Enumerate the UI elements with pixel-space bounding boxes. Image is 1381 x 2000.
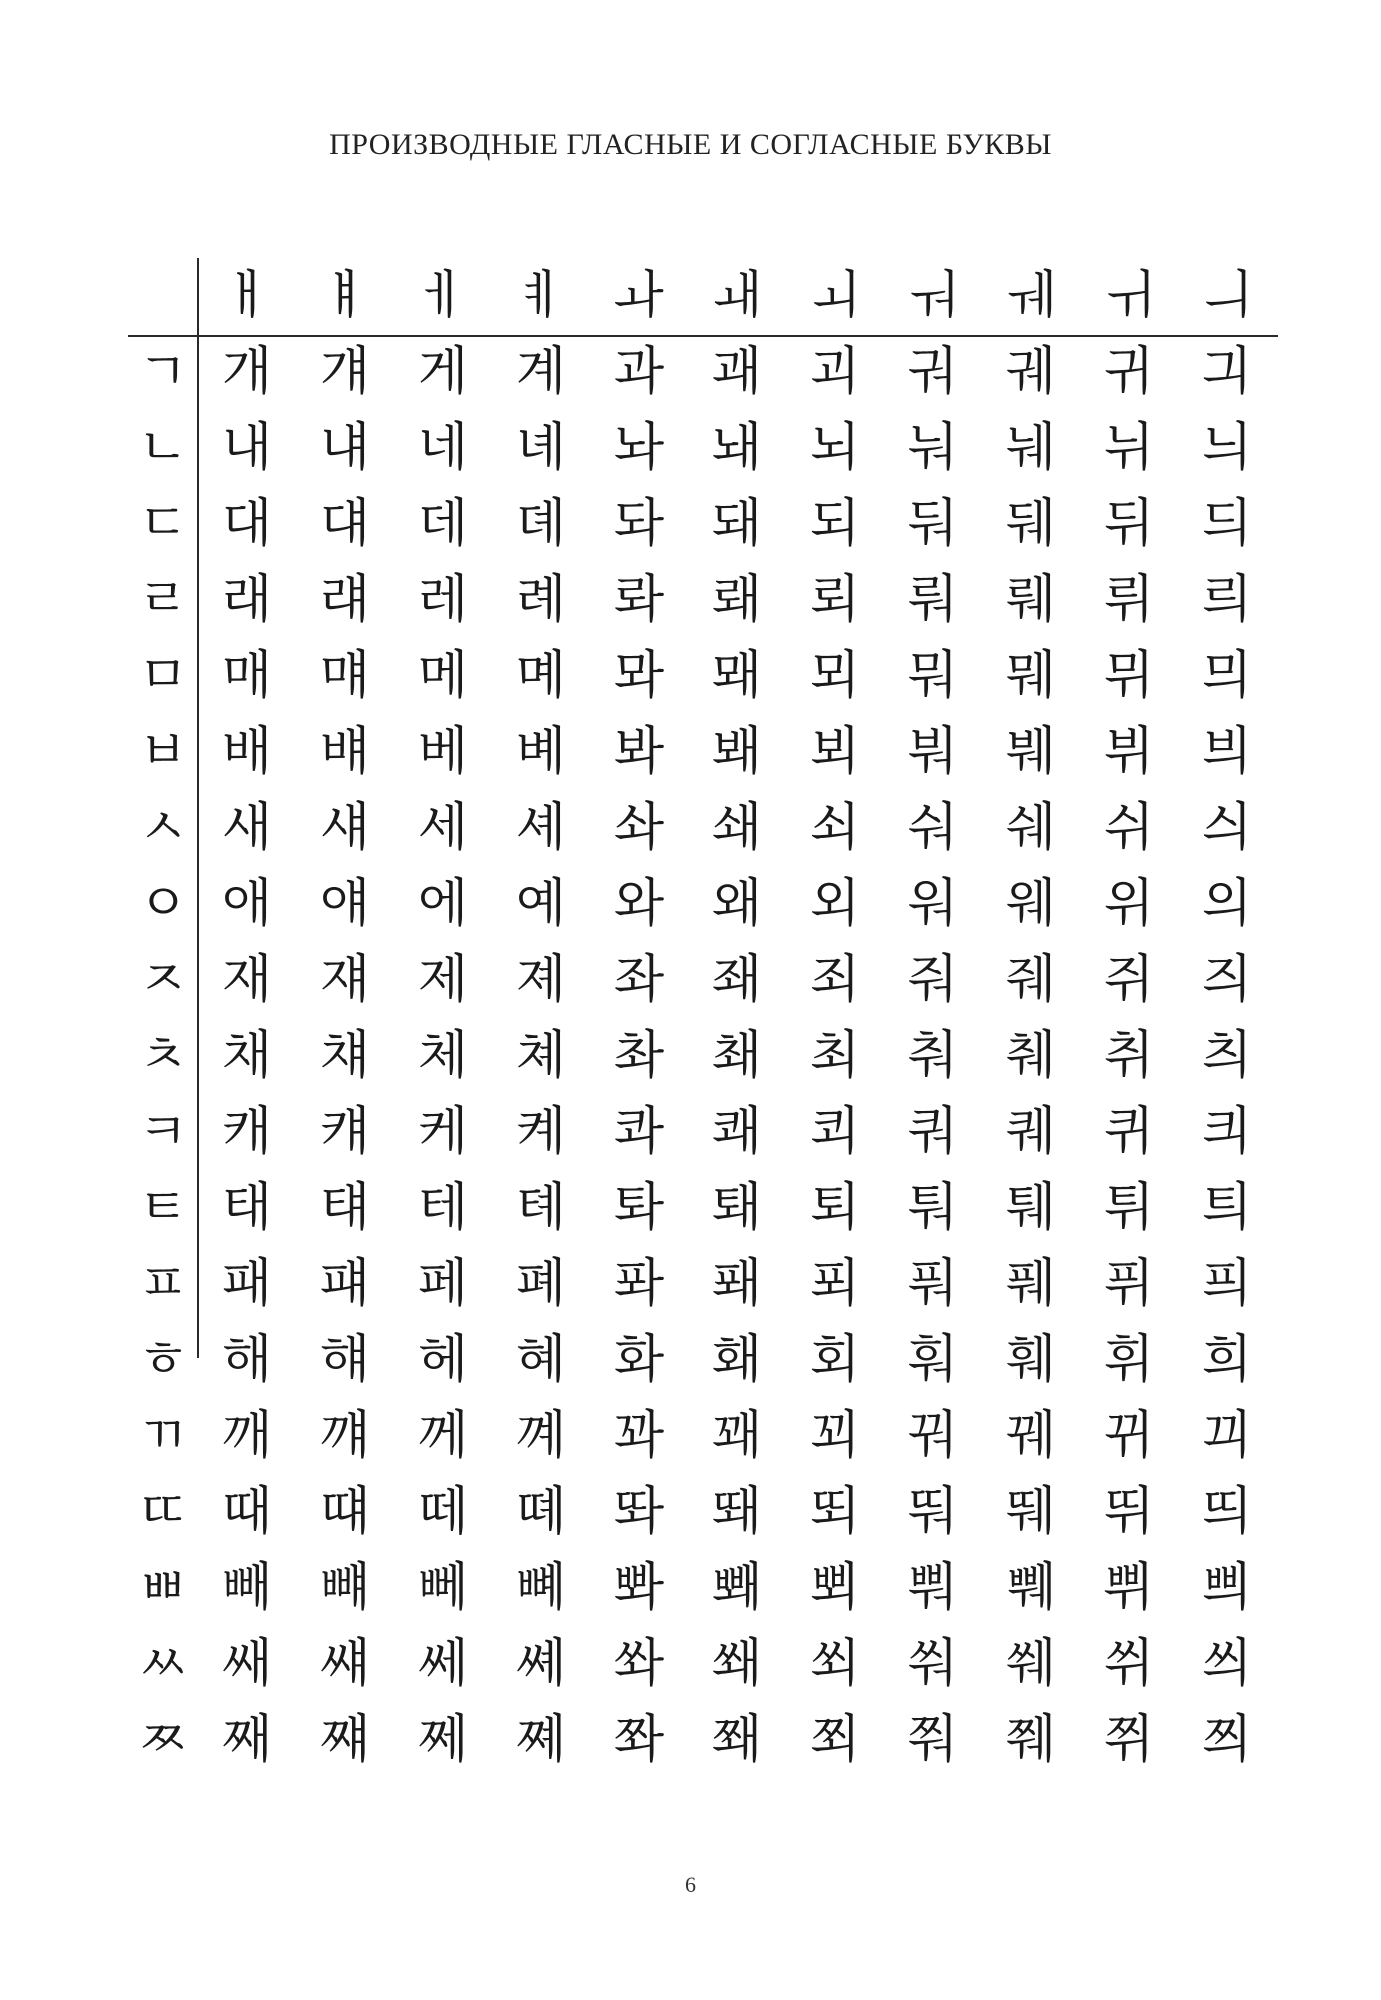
syllable-cell: 촤 — [613, 1026, 665, 1086]
syllable-cell: 에 — [417, 874, 469, 934]
syllable-cell: 눼 — [1005, 418, 1057, 478]
vowel-header: ㅞ — [1005, 266, 1057, 326]
syllable-cell: 뤼 — [1103, 570, 1155, 630]
consonant-label: ㄴ — [137, 418, 189, 478]
syllable-cell: 쐐 — [711, 1634, 763, 1694]
table-row — [128, 486, 1276, 562]
syllable-cell: 봬 — [711, 722, 763, 782]
syllable-cell: 쾨 — [809, 1102, 861, 1162]
syllable-cell: 턔 — [319, 1178, 371, 1238]
syllable-cell: 긔 — [1201, 342, 1253, 402]
syllable-cell: 쭤 — [907, 1710, 959, 1770]
table-corner — [128, 258, 198, 334]
table-row — [128, 942, 1276, 1018]
vowel-header: ㅖ — [515, 266, 567, 326]
syllable-cell: 쏴 — [613, 1634, 665, 1694]
syllable-cell: 뫠 — [711, 646, 763, 706]
syllable-cell: 쎼 — [515, 1634, 567, 1694]
table-row — [128, 1474, 1276, 1550]
syllable-cell: 댸 — [319, 494, 371, 554]
syllable-cell: 깨 — [221, 1406, 273, 1466]
syllable-cell: 븨 — [1201, 722, 1253, 782]
syllable-cell: 뚸 — [907, 1482, 959, 1542]
syllable-cell: 줘 — [907, 950, 959, 1010]
syllable-cell: 게 — [417, 342, 469, 402]
syllable-cell: 꼐 — [515, 1406, 567, 1466]
syllable-cell: 쮀 — [1005, 1710, 1057, 1770]
syllable-cell: 과 — [613, 342, 665, 402]
hangul-syllable-table — [128, 258, 1276, 1778]
syllable-cell: 페 — [417, 1254, 469, 1314]
syllable-cell: 졔 — [515, 950, 567, 1010]
consonant-label: ㅊ — [137, 1026, 189, 1086]
syllable-cell: 쒸 — [1103, 1634, 1155, 1694]
syllable-cell: 럐 — [319, 570, 371, 630]
syllable-cell: 께 — [417, 1406, 469, 1466]
syllable-cell: 쇄 — [711, 798, 763, 858]
consonant-label: ㅎ — [137, 1330, 189, 1390]
syllable-cell: 둬 — [907, 494, 959, 554]
syllable-cell: 애 — [221, 874, 273, 934]
syllable-cell: 최 — [809, 1026, 861, 1086]
syllable-cell: 테 — [417, 1178, 469, 1238]
syllable-cell: 쎄 — [417, 1634, 469, 1694]
syllable-cell: 쩨 — [417, 1710, 469, 1770]
table-row — [128, 714, 1276, 790]
syllable-cell: 떄 — [319, 1482, 371, 1542]
syllable-cell: 쐬 — [809, 1634, 861, 1694]
syllable-cell: 픠 — [1201, 1254, 1253, 1314]
syllable-cell: 뮈 — [1103, 646, 1155, 706]
table-row — [128, 1702, 1276, 1778]
syllable-cell: 뭐 — [907, 646, 959, 706]
consonant-label: ㅈ — [137, 950, 189, 1010]
consonant-label: ㅂ — [137, 722, 189, 782]
syllable-cell: 쟤 — [319, 950, 371, 1010]
table-row — [128, 1246, 1276, 1322]
syllable-cell: 폐 — [515, 1254, 567, 1314]
syllable-cell: 뭬 — [1005, 646, 1057, 706]
table-row — [128, 1550, 1276, 1626]
syllable-cell: 퍠 — [319, 1254, 371, 1314]
syllable-cell: 롸 — [613, 570, 665, 630]
syllable-cell: 새 — [221, 798, 273, 858]
syllable-cell: 뉘 — [1103, 418, 1155, 478]
syllable-cell: 위 — [1103, 874, 1155, 934]
syllable-cell: 꾀 — [809, 1406, 861, 1466]
syllable-cell: 개 — [221, 342, 273, 402]
syllable-cell: 돠 — [613, 494, 665, 554]
syllable-cell: 패 — [221, 1254, 273, 1314]
syllable-cell: 쀠 — [1103, 1558, 1155, 1618]
syllable-cell: 녜 — [515, 418, 567, 478]
syllable-cell: 돼 — [711, 494, 763, 554]
syllable-cell: 붸 — [1005, 722, 1057, 782]
syllable-cell: 왜 — [711, 874, 763, 934]
syllable-cell: 취 — [1103, 1026, 1155, 1086]
syllable-cell: 뫄 — [613, 646, 665, 706]
syllable-cell: 궈 — [907, 342, 959, 402]
syllable-cell: 춰 — [907, 1026, 959, 1086]
syllable-cell: 풔 — [907, 1254, 959, 1314]
syllable-cell: 띄 — [1201, 1482, 1253, 1542]
syllable-cell: 헤 — [417, 1330, 469, 1390]
syllable-cell: 햬 — [319, 1330, 371, 1390]
syllable-cell: 희 — [1201, 1330, 1253, 1390]
syllable-cell: 썌 — [319, 1634, 371, 1694]
syllable-cell: 와 — [613, 874, 665, 934]
vowel-header: ㅔ — [417, 266, 469, 326]
table-row — [128, 1094, 1276, 1170]
syllable-cell: 뛰 — [1103, 1482, 1155, 1542]
consonant-label: ㅋ — [137, 1102, 189, 1162]
syllable-cell: 쉬 — [1103, 798, 1155, 858]
consonant-label: ㄸ — [137, 1482, 189, 1542]
syllable-cell: 쵀 — [711, 1026, 763, 1086]
table-row — [128, 1398, 1276, 1474]
syllable-cell: 쪠 — [515, 1710, 567, 1770]
syllable-cell: 래 — [221, 570, 273, 630]
syllable-cell: 뫼 — [809, 646, 861, 706]
syllable-cell: 톼 — [613, 1178, 665, 1238]
syllable-cell: 퀴 — [1103, 1102, 1155, 1162]
syllable-cell: 퐤 — [711, 1254, 763, 1314]
syllable-cell: 배 — [221, 722, 273, 782]
table-row — [128, 1626, 1276, 1702]
syllable-cell: 퓌 — [1103, 1254, 1155, 1314]
syllable-cell: 섀 — [319, 798, 371, 858]
syllable-cell: 뤄 — [907, 570, 959, 630]
syllable-cell: 쮜 — [1103, 1710, 1155, 1770]
table-row — [128, 790, 1276, 866]
table-row — [128, 1018, 1276, 1094]
table-row — [128, 1170, 1276, 1246]
syllable-cell: 괘 — [711, 342, 763, 402]
syllable-cell: 풰 — [1005, 1254, 1057, 1314]
syllable-cell: 볘 — [515, 722, 567, 782]
syllable-cell: 되 — [809, 494, 861, 554]
vowel-header: ㅚ — [809, 266, 861, 326]
syllable-cell: 뤠 — [1005, 570, 1057, 630]
syllable-cell: 놔 — [613, 418, 665, 478]
syllable-cell: 뒤 — [1103, 494, 1155, 554]
syllable-cell: 꿰 — [1005, 1406, 1057, 1466]
syllable-cell: 뷔 — [1103, 722, 1155, 782]
syllable-cell: 끠 — [1201, 1406, 1253, 1466]
syllable-cell: 네 — [417, 418, 469, 478]
syllable-cell: 뱨 — [319, 722, 371, 782]
syllable-cell: 데 — [417, 494, 469, 554]
syllable-cell: 콰 — [613, 1102, 665, 1162]
syllable-cell: 캐 — [221, 1102, 273, 1162]
syllable-cell: 떼 — [417, 1482, 469, 1542]
syllable-cell: 제 — [417, 950, 469, 1010]
syllable-cell: 뼤 — [515, 1558, 567, 1618]
table-row — [128, 410, 1276, 486]
syllable-cell: 퐈 — [613, 1254, 665, 1314]
syllable-cell: 매 — [221, 646, 273, 706]
syllable-cell: 뙤 — [809, 1482, 861, 1542]
syllable-cell: 뻬 — [417, 1558, 469, 1618]
vowel-header: ㅟ — [1103, 266, 1155, 326]
syllable-cell: 꿔 — [907, 1406, 959, 1466]
consonant-label: ㄱ — [137, 342, 189, 402]
table-body — [128, 334, 1276, 1778]
syllable-cell: 뢰 — [809, 570, 861, 630]
syllable-cell: 줴 — [1005, 950, 1057, 1010]
hangul-table-container — [128, 258, 1278, 1778]
syllable-cell: 계 — [515, 342, 567, 402]
syllable-cell: 메 — [417, 646, 469, 706]
syllable-cell: 내 — [221, 418, 273, 478]
syllable-cell: 훼 — [1005, 1330, 1057, 1390]
syllable-cell: 췌 — [1005, 1026, 1057, 1086]
vowel-header-row — [128, 258, 1276, 334]
syllable-cell: 뛔 — [1005, 1482, 1057, 1542]
syllable-cell: 솨 — [613, 798, 665, 858]
syllable-cell: 숴 — [907, 798, 959, 858]
consonant-label: ㅌ — [137, 1178, 189, 1238]
syllable-cell: 톄 — [515, 1178, 567, 1238]
vowel-header: ㅝ — [907, 266, 959, 326]
syllable-cell: 쯰 — [1201, 1710, 1253, 1770]
syllable-cell: 푀 — [809, 1254, 861, 1314]
table-row — [128, 562, 1276, 638]
syllable-cell: 퉈 — [907, 1178, 959, 1238]
consonant-label: ㅁ — [137, 646, 189, 706]
syllable-cell: 채 — [221, 1026, 273, 1086]
syllable-cell: 뗴 — [515, 1482, 567, 1542]
syllable-cell: 쨰 — [319, 1710, 371, 1770]
syllable-cell: 쫘 — [613, 1710, 665, 1770]
vowel-header: ㅢ — [1201, 266, 1253, 326]
syllable-cell: 의 — [1201, 874, 1253, 934]
syllable-cell: 씌 — [1201, 1634, 1253, 1694]
syllable-cell: 듸 — [1201, 494, 1253, 554]
syllable-cell: 얘 — [319, 874, 371, 934]
syllable-cell: 냬 — [319, 418, 371, 478]
syllable-cell: 웨 — [1005, 874, 1057, 934]
syllable-cell: 훠 — [907, 1330, 959, 1390]
syllable-cell: 붜 — [907, 722, 959, 782]
syllable-cell: 좨 — [711, 950, 763, 1010]
syllable-cell: 쉐 — [1005, 798, 1057, 858]
syllable-cell: 쫴 — [711, 1710, 763, 1770]
consonant-label: ㄹ — [137, 570, 189, 630]
syllable-cell: 괴 — [809, 342, 861, 402]
syllable-cell: 뢔 — [711, 570, 763, 630]
page-title: ПРОИЗВОДНЫЕ ГЛАСНЫЕ И СОГЛАСНЫЕ БУКВЫ — [329, 128, 1052, 161]
syllable-cell: 홰 — [711, 1330, 763, 1390]
syllable-cell: 걔 — [319, 342, 371, 402]
syllable-cell: 쬐 — [809, 1710, 861, 1770]
syllable-cell: 휘 — [1103, 1330, 1155, 1390]
syllable-cell: 회 — [809, 1330, 861, 1390]
vowel-header: ㅐ — [221, 266, 273, 326]
vowel-header: ㅙ — [711, 266, 763, 326]
syllable-cell: 쒜 — [1005, 1634, 1057, 1694]
syllable-cell: 워 — [907, 874, 959, 934]
syllable-cell: 쿼 — [907, 1102, 959, 1162]
consonant-label: ㄲ — [137, 1406, 189, 1466]
syllable-cell: 베 — [417, 722, 469, 782]
syllable-cell: 외 — [809, 874, 861, 934]
vowel-header: ㅒ — [319, 266, 371, 326]
syllable-cell: 싀 — [1201, 798, 1253, 858]
syllable-cell: 죄 — [809, 950, 861, 1010]
syllable-cell: 때 — [221, 1482, 273, 1542]
syllable-cell: 퇴 — [809, 1178, 861, 1238]
syllable-cell: 화 — [613, 1330, 665, 1390]
syllable-cell: 틔 — [1201, 1178, 1253, 1238]
syllable-cell: 늬 — [1201, 418, 1253, 478]
syllable-cell: 궤 — [1005, 342, 1057, 402]
syllable-cell: 세 — [417, 798, 469, 858]
syllable-cell: 꺠 — [319, 1406, 371, 1466]
consonant-label: ㅃ — [137, 1558, 189, 1618]
syllable-cell: 쇠 — [809, 798, 861, 858]
consonant-label: ㅉ — [137, 1710, 189, 1770]
syllable-cell: 레 — [417, 570, 469, 630]
syllable-cell: 쳬 — [515, 1026, 567, 1086]
syllable-cell: 좌 — [613, 950, 665, 1010]
syllable-cell: 해 — [221, 1330, 273, 1390]
syllable-cell: 쁴 — [1201, 1558, 1253, 1618]
syllable-cell: 컈 — [319, 1102, 371, 1162]
syllable-cell: 예 — [515, 874, 567, 934]
syllable-cell: 킈 — [1201, 1102, 1253, 1162]
syllable-cell: 꽤 — [711, 1406, 763, 1466]
consonant-label: ㅇ — [137, 874, 189, 934]
syllable-cell: 빼 — [221, 1558, 273, 1618]
page-number: 6 — [685, 1872, 696, 1897]
syllable-cell: 쾌 — [711, 1102, 763, 1162]
table-row — [128, 334, 1276, 410]
syllable-cell: 몌 — [515, 646, 567, 706]
syllable-cell: 챼 — [319, 1026, 371, 1086]
syllable-cell: 뿨 — [907, 1558, 959, 1618]
syllable-cell: 뵈 — [809, 722, 861, 782]
syllable-cell: 봐 — [613, 722, 665, 782]
syllable-cell: 퇘 — [711, 1178, 763, 1238]
table-row — [128, 1322, 1276, 1398]
syllable-cell: 쒀 — [907, 1634, 959, 1694]
syllable-cell: 케 — [417, 1102, 469, 1162]
syllable-cell: 뒈 — [1005, 494, 1057, 554]
syllable-cell: 재 — [221, 950, 273, 1010]
syllable-cell: 태 — [221, 1178, 273, 1238]
syllable-cell: 뙈 — [711, 1482, 763, 1542]
table-row — [128, 866, 1276, 942]
syllable-cell: 츼 — [1201, 1026, 1253, 1086]
syllable-cell: 쥐 — [1103, 950, 1155, 1010]
vowel-header: ㅘ — [613, 266, 665, 326]
syllable-cell: 눠 — [907, 418, 959, 478]
syllable-cell: 뇌 — [809, 418, 861, 478]
syllable-cell: 꽈 — [613, 1406, 665, 1466]
syllable-cell: 놰 — [711, 418, 763, 478]
syllable-cell: 대 — [221, 494, 273, 554]
syllable-cell: 튀 — [1103, 1178, 1155, 1238]
syllable-cell: 뾔 — [809, 1558, 861, 1618]
syllable-cell: 째 — [221, 1710, 273, 1770]
syllable-cell: 귀 — [1103, 342, 1155, 402]
syllable-cell: 똬 — [613, 1482, 665, 1542]
consonant-label: ㅅ — [137, 798, 189, 858]
table-row — [128, 638, 1276, 714]
syllable-cell: 퀘 — [1005, 1102, 1057, 1162]
syllable-cell: 뎨 — [515, 494, 567, 554]
syllable-cell: 셰 — [515, 798, 567, 858]
syllable-cell: 켸 — [515, 1102, 567, 1162]
syllable-cell: 체 — [417, 1026, 469, 1086]
syllable-cell: 쀄 — [1005, 1558, 1057, 1618]
syllable-cell: 례 — [515, 570, 567, 630]
consonant-label: ㅆ — [137, 1634, 189, 1694]
consonant-label: ㅍ — [137, 1254, 189, 1314]
syllable-cell: 즤 — [1201, 950, 1253, 1010]
syllable-cell: 믜 — [1201, 646, 1253, 706]
syllable-cell: 릐 — [1201, 570, 1253, 630]
syllable-cell: 뀌 — [1103, 1406, 1155, 1466]
syllable-cell: 쌔 — [221, 1634, 273, 1694]
syllable-cell: 퉤 — [1005, 1178, 1057, 1238]
syllable-cell: 혜 — [515, 1330, 567, 1390]
syllable-cell: 먜 — [319, 646, 371, 706]
syllable-cell: 뺴 — [319, 1558, 371, 1618]
syllable-cell: 뽜 — [613, 1558, 665, 1618]
syllable-cell: 뽸 — [711, 1558, 763, 1618]
consonant-label: ㄷ — [137, 494, 189, 554]
